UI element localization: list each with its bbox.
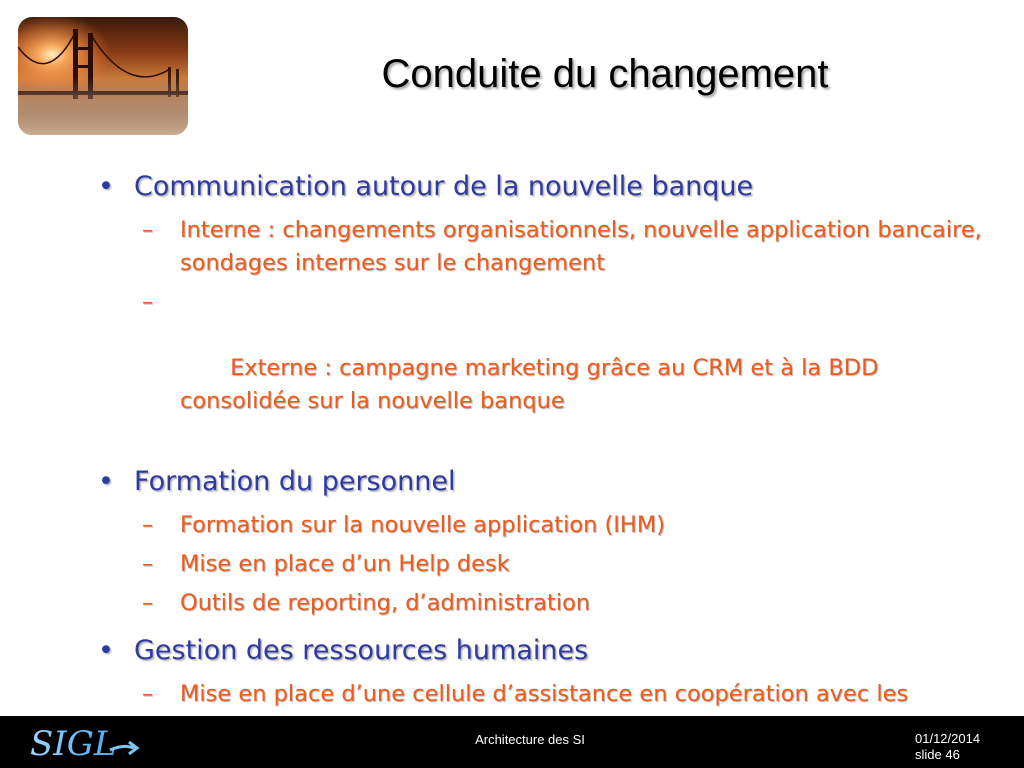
sigl-logo-icon (26, 724, 142, 762)
bullet-icon: • (98, 171, 114, 202)
slide-content (96, 170, 996, 750)
sub-item (96, 214, 996, 280)
dash-icon: – (142, 551, 154, 577)
sub-item (96, 587, 996, 620)
sub-item-text: Formation sur la nouvelle application (IHM) (180, 512, 666, 538)
logo-text: SIGL (30, 724, 117, 762)
sub-item (96, 509, 996, 542)
golden-gate-bridge-icon (18, 17, 188, 135)
footer-date: 01/12/2014 (915, 731, 981, 746)
bullet-formation (96, 465, 996, 499)
bullet-rh (96, 634, 996, 668)
slide-title: Conduite du changement (381, 52, 829, 96)
sub-item-text: Interne : changements organisationnels, nouvelle application bancaire, sondages internes sur le changement (180, 217, 982, 276)
bullet-text: Gestion des ressources humaines (134, 635, 589, 666)
bullet-icon: • (98, 466, 114, 497)
dash-icon: – (142, 681, 154, 707)
footer-slide-number: slide 46 (915, 747, 960, 762)
dash-icon: – (142, 590, 154, 616)
bullet-icon: • (98, 635, 114, 666)
sub-item-text: Mise en place d’une cellule d’assistance en coopération avec les (180, 681, 909, 707)
footer-meta (915, 731, 1020, 763)
footer-center-text: Architecture des SI (475, 732, 585, 747)
slide-footer (0, 716, 1024, 768)
sub-item-text: Mise en place d’un Help desk (180, 551, 510, 577)
dash-icon: – (142, 217, 154, 243)
bullet-communication (96, 170, 996, 204)
sub-item-text: Externe : campagne marketing grâce au CRM et à la BDD consolidée sur la nouvelle banque (180, 355, 886, 414)
sub-item-text: Outils de reporting, d’administration (180, 590, 591, 616)
sub-item (96, 548, 996, 581)
bullet-text: Formation du personnel (134, 466, 456, 497)
header-photo (18, 17, 188, 135)
sub-item (96, 286, 996, 451)
dash-icon: – (142, 289, 154, 315)
dash-icon: – (142, 512, 154, 538)
bullet-text: Communication autour de la nouvelle banque (134, 171, 754, 202)
